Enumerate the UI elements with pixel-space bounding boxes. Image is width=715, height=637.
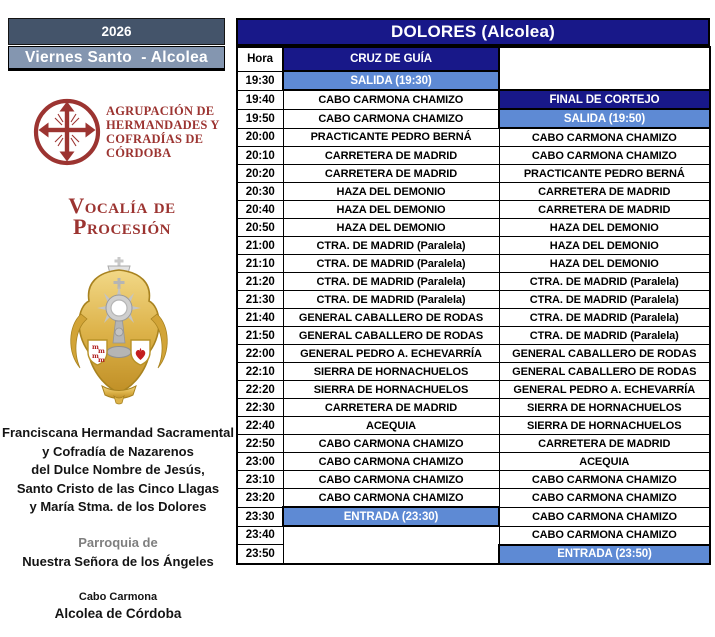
guia-cell: CABO CARMONA CHAMIZO [283, 471, 499, 489]
parish-line: Nuestra Señora de los Ángeles [22, 554, 214, 569]
time-cell: 21:30 [237, 291, 283, 309]
year-header: 2026 [8, 18, 225, 45]
schedule-row [237, 165, 710, 183]
schedule-row [237, 128, 710, 147]
cortejo-cell: CTRA. DE MADRID (Paralela) [499, 309, 710, 327]
time-cell: 20:30 [237, 183, 283, 201]
schedule-row [237, 381, 710, 399]
time-cell: 19:40 [237, 90, 283, 109]
schedule-row [237, 147, 710, 165]
column-header-row [237, 47, 710, 71]
time-cell: 20:10 [237, 147, 283, 165]
guia-cell: CABO CARMONA CHAMIZO [283, 90, 499, 109]
schedule-table [236, 46, 711, 565]
agrupacion-line: AGRUPACIÓN DE [106, 104, 215, 118]
time-cell: 23:30 [237, 507, 283, 526]
cortejo-cell: SIERRA DE HORNACHUELOS [499, 417, 710, 435]
guia-cell [283, 526, 499, 564]
guia-cell: CABO CARMONA CHAMIZO [283, 109, 499, 128]
cortejo-cell: GENERAL PEDRO A. ECHEVARRÍA [499, 381, 710, 399]
time-cell: 21:10 [237, 255, 283, 273]
agrupacion-cross-icon [32, 97, 102, 167]
agrupacion-line: CÓRDOBA [106, 146, 172, 160]
time-cell: 22:50 [237, 435, 283, 453]
location-block [2, 590, 234, 622]
time-cell: 22:10 [237, 363, 283, 381]
cortejo-cell: SALIDA (19:50) [499, 109, 710, 128]
page-title: DOLORES (Alcolea) [236, 18, 710, 46]
schedule-row [237, 471, 710, 489]
time-cell: 22:40 [237, 417, 283, 435]
schedule-row [237, 417, 710, 435]
guia-cell: HAZA DEL DEMONIO [283, 219, 499, 237]
guia-cell: SALIDA (19:30) [283, 71, 499, 90]
time-cell: 22:20 [237, 381, 283, 399]
cortejo-cell: GENERAL CABALLERO DE RODAS [499, 363, 710, 381]
cortejo-cell: CABO CARMONA CHAMIZO [499, 526, 710, 545]
hermandad-line: Santo Cristo de las Cinco Llagas [16, 480, 220, 496]
parish-name [2, 533, 234, 571]
schedule-row [237, 489, 710, 508]
time-cell: 22:30 [237, 399, 283, 417]
schedule-row [237, 90, 710, 109]
time-column-header: Hora [237, 47, 283, 71]
schedule-row [237, 273, 710, 291]
schedule-row [237, 435, 710, 453]
vocalia-title [8, 195, 236, 237]
time-cell: 23:10 [237, 471, 283, 489]
schedule-row [237, 183, 710, 201]
guia-cell: CABO CARMONA CHAMIZO [283, 489, 499, 508]
time-cell: 20:50 [237, 219, 283, 237]
guia-cell: ACEQUIA [283, 417, 499, 435]
location-line: Alcolea de Córdoba [54, 606, 182, 621]
schedule-row [237, 291, 710, 309]
time-cell: 23:20 [237, 489, 283, 508]
guia-cell: SIERRA DE HORNACHUELOS [283, 363, 499, 381]
time-cell: 23:40 [237, 526, 283, 545]
vocalia-line: Procesión [73, 214, 171, 239]
schedule-row [237, 507, 710, 526]
time-cell: 21:40 [237, 309, 283, 327]
day-header: Viernes Santo - Alcolea [8, 46, 225, 71]
hermandad-line: del Dulce Nombre de Jesús, [31, 462, 205, 477]
guia-cell: CTRA. DE MADRID (Paralela) [283, 237, 499, 255]
cortejo-cell: CTRA. DE MADRID (Paralela) [499, 291, 710, 309]
guia-cell: CTRA. DE MADRID (Paralela) [283, 255, 499, 273]
cortejo-cell: FINAL DE CORTEJO [499, 90, 710, 109]
agrupacion-line: COFRADÍAS DE [106, 132, 204, 146]
cortejo-cell: CTRA. DE MADRID (Paralela) [499, 273, 710, 291]
guia-cell: CARRETERA DE MADRID [283, 165, 499, 183]
schedule-row [237, 327, 710, 345]
schedule-row [237, 219, 710, 237]
guia-cell: CABO CARMONA CHAMIZO [283, 453, 499, 471]
guia-cell: CARRETERA DE MADRID [283, 399, 499, 417]
time-cell: 23:50 [237, 545, 283, 564]
hermandad-line: y Cofradía de Nazarenos [42, 443, 194, 459]
schedule-row [237, 255, 710, 273]
guia-cell: PRACTICANTE PEDRO BERNÁ [283, 128, 499, 147]
schedule-row [237, 237, 710, 255]
guia-cell: GENERAL CABALLERO DE RODAS [283, 327, 499, 345]
cortejo-cell: HAZA DEL DEMONIO [499, 237, 710, 255]
svg-text:m: m [92, 352, 99, 360]
cortejo-column-blank-cell [499, 47, 710, 90]
cortejo-cell: CABO CARMONA CHAMIZO [499, 147, 710, 165]
schedule-rows [237, 47, 710, 564]
guia-cell: ENTRADA (23:30) [283, 507, 499, 526]
schedule-row [237, 453, 710, 471]
cortejo-cell: CARRETERA DE MADRID [499, 183, 710, 201]
schedule-row [237, 309, 710, 327]
schedule-row [237, 345, 710, 363]
guia-cell: SIERRA DE HORNACHUELOS [283, 381, 499, 399]
cortejo-cell: CTRA. DE MADRID (Paralela) [499, 327, 710, 345]
time-cell: 19:50 [237, 109, 283, 128]
time-cell: 20:00 [237, 128, 283, 147]
cortejo-cell: HAZA DEL DEMONIO [499, 219, 710, 237]
svg-text:m: m [92, 343, 99, 351]
cortejo-cell: HAZA DEL DEMONIO [499, 255, 710, 273]
time-cell: 20:20 [237, 165, 283, 183]
schedule-row [237, 201, 710, 219]
hermandad-line: y María Stma. de los Dolores [29, 499, 207, 514]
schedule-row [237, 109, 710, 128]
schedule-row [237, 363, 710, 381]
cortejo-cell: PRACTICANTE PEDRO BERNÁ [499, 165, 710, 183]
guia-cell: CABO CARMONA CHAMIZO [283, 435, 499, 453]
cortejo-cell: CABO CARMONA CHAMIZO [499, 489, 710, 508]
time-cell: 21:50 [237, 327, 283, 345]
time-cell: 19:30 [237, 71, 283, 90]
time-cell: 23:00 [237, 453, 283, 471]
cortejo-cell: CABO CARMONA CHAMIZO [499, 128, 710, 147]
guia-cell: HAZA DEL DEMONIO [283, 201, 499, 219]
cortejo-cell: GENERAL CABALLERO DE RODAS [499, 345, 710, 363]
hermandad-name [2, 424, 234, 517]
cortejo-cell: SIERRA DE HORNACHUELOS [499, 399, 710, 417]
cortejo-cell: ENTRADA (23:50) [499, 545, 710, 564]
agrupacion-name [106, 104, 231, 160]
guia-cell: GENERAL PEDRO A. ECHEVARRÍA [283, 345, 499, 363]
cortejo-cell: CABO CARMONA CHAMIZO [499, 507, 710, 526]
guia-cell: CARRETERA DE MADRID [283, 147, 499, 165]
cortejo-cell: CARRETERA DE MADRID [499, 435, 710, 453]
svg-text:m: m [98, 356, 105, 364]
time-cell: 21:20 [237, 273, 283, 291]
schedule-row [237, 399, 710, 417]
guia-cell: HAZA DEL DEMONIO [283, 183, 499, 201]
vocalia-line: Vocalía de [68, 193, 176, 218]
svg-text:m: m [98, 347, 105, 355]
location-line: Cabo Carmona [78, 591, 158, 603]
guia-cell: CTRA. DE MADRID (Paralela) [283, 291, 499, 309]
agrupacion-line: HERMANDADES Y [106, 118, 220, 132]
guia-cell: GENERAL CABALLERO DE RODAS [283, 309, 499, 327]
cortejo-cell: ACEQUIA [499, 453, 710, 471]
time-cell: 21:00 [237, 237, 283, 255]
hermandad-crest-icon [62, 256, 176, 406]
hermandad-line: Franciscana Hermandad Sacramental [2, 425, 234, 440]
schedule-row [237, 526, 710, 545]
time-cell: 22:00 [237, 345, 283, 363]
cortejo-cell: CABO CARMONA CHAMIZO [499, 471, 710, 489]
time-cell: 20:40 [237, 201, 283, 219]
guia-cell: CTRA. DE MADRID (Paralela) [283, 273, 499, 291]
cortejo-cell: CARRETERA DE MADRID [499, 201, 710, 219]
parish-line: Parroquia de [78, 535, 158, 550]
guia-column-header: CRUZ DE GUÍA [283, 47, 499, 71]
